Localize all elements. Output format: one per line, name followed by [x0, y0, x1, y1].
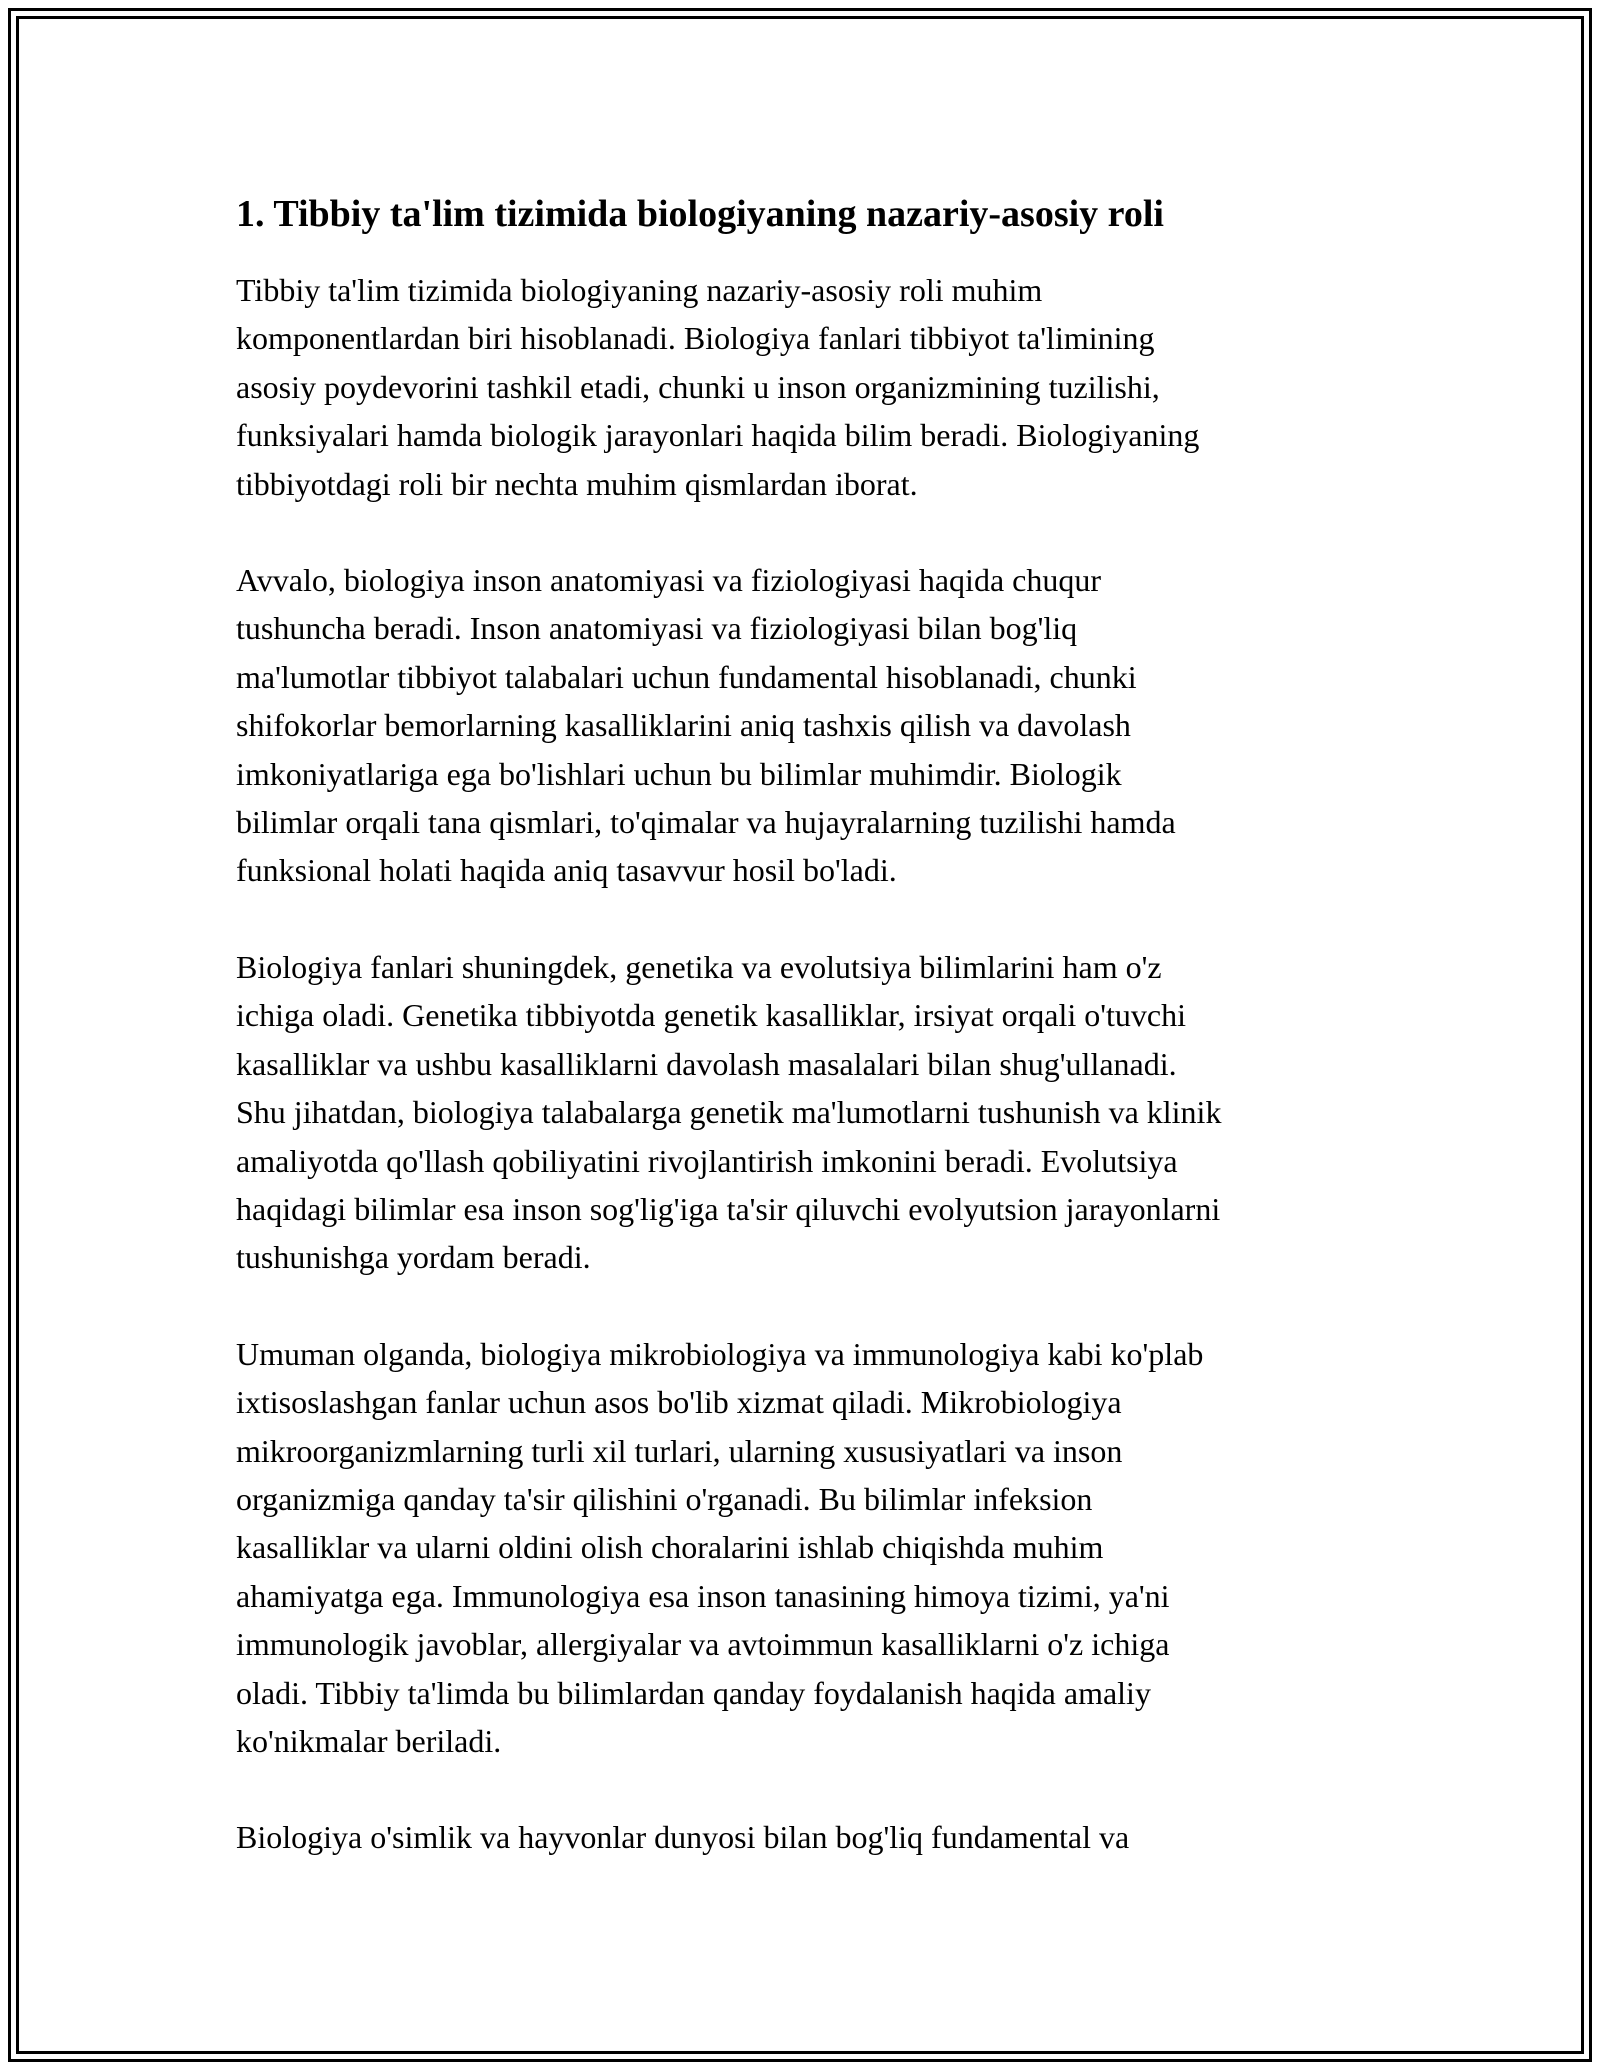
paragraph-5: Biologiya o'simlik va hayvonlar dunyosi bilan bog'liq fundamental va [236, 1819, 1130, 1856]
paragraph-4: Umuman olganda, biologiya mikrobiologiya va immunologiya kabi ko'plab ixtisoslashgan fanlar uchun asos bo'lib xizmat qiladi. Mikrobiologiya mikroorganizmlarning turli xil turlari, ularning xususiyatlari va inson organizmiga qanday ta'sir qilishini o'rganadi. Bu bilimlar infeksion kasalliklar va ularni oldini olish choralarini ishlab chiqishda muhim ahamiyatga ega. Immunologiya esa inson tanasining himoya tizimi, ya'ni immunologik javoblar, allergiyalar va avtoimmun kasalliklarni o'z ichiga oladi. Tibbiy ta'limda bu bilimlardan qanday foydalanish haqida amaliy ko'nikmalar beriladi. [236, 1335, 1204, 1759]
document-body [236, 186, 1376, 1910]
section-heading: 1. Tibbiy ta'lim tizimida biologiyaning nazariy-asosiy roli [236, 193, 1164, 235]
paragraph-3: Biologiya fanlari shuningdek, genetika va evolutsiya bilimlarini ham o'z ichiga oladi. Genetika tibbiyotda genetik kasalliklar, irsiyat orqali o'tuvchi kasalliklar va ushbu kasalliklarni davolash masalalari bilan shug'ullanadi. Shu jihatdan, biologiya talabalarga genetik ma'lumotlarni tushunish va klinik amaliyotda qo'llash qobiliyatini rivojlantirish imkonini beradi. Evolutsiya haqidagi bilimlar esa inson sog'lig'iga ta'sir qiluvchi evolyutsion jarayonlarni tushunishga yordam beradi. [236, 948, 1222, 1276]
paragraph-1: Tibbiy ta'lim tizimida biologiyaning nazariy-asosiy roli muhim komponentlardan biri hisoblanadi. Biologiya fanlari tibbiyot ta'limining asosiy poydevorini tashkil etadi, chunki u inson organizmining tuzilishi, funksiyalari hamda biologik jarayonlari haqida bilim beradi. Biologiyaning tibbiyotdagi roli bir nechta muhim qismlardan iborat. [236, 272, 1200, 502]
paragraph-2: Avvalo, biologiya inson anatomiyasi va fiziologiyasi haqida chuqur tushuncha beradi. Inson anatomiyasi va fiziologiyasi bilan bog'liq ma'lumotlar tibbiyot talabalari uchun fundamental hisoblanadi, chunki shifokorlar bemorlarning kasalliklarini aniq tashxis qilish va davolash imkoniyatlariga ega bo'lishlari uchun bu bilimlar muhimdir. Biologik bilimlar orqali tana qismlari, to'qimalar va hujayralarning tuzilishi hamda funksional holati haqida aniq tasavvur hosil bo'ladi. [236, 562, 1176, 889]
